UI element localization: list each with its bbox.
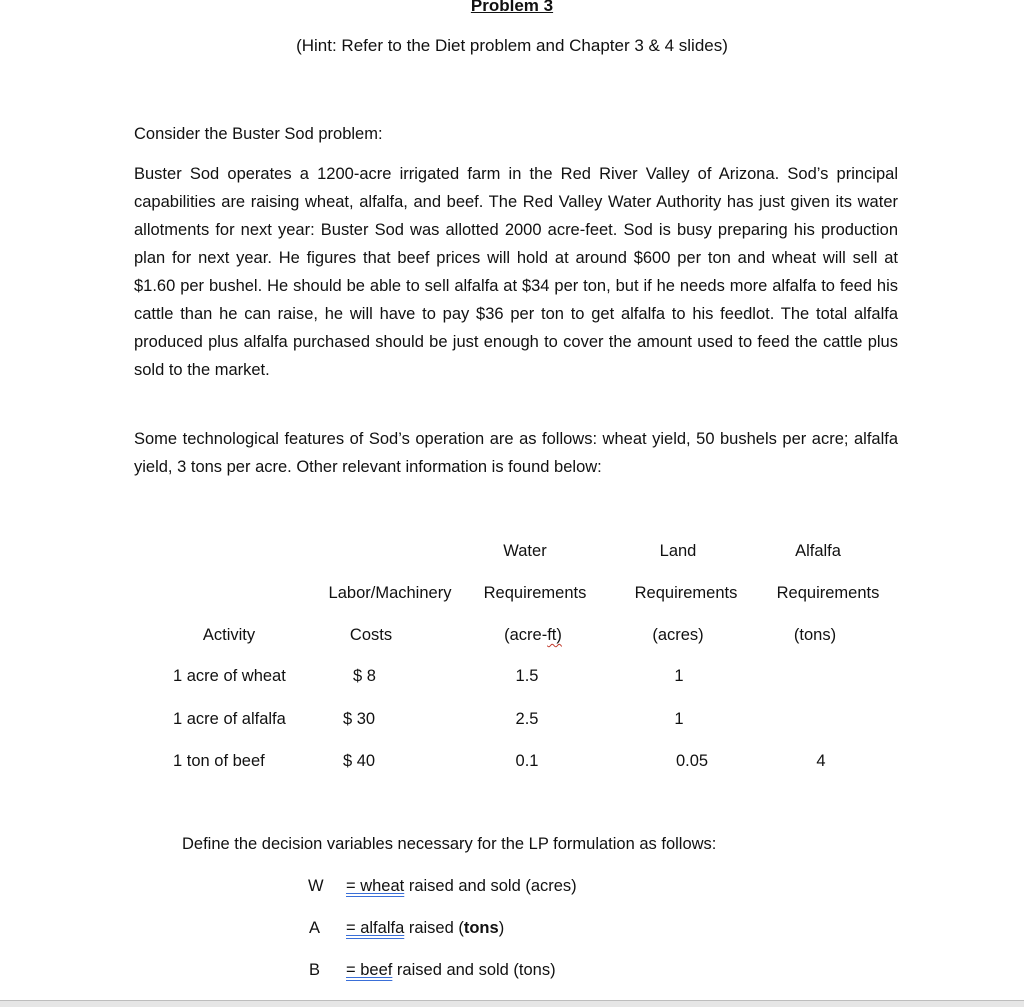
var-w-letter: W — [308, 877, 324, 895]
row-wheat-activity: 1 acre of wheat — [173, 667, 286, 685]
var-b-eq: = beef — [346, 961, 393, 979]
header-water-requirements: Requirements — [483, 584, 587, 602]
var-a-letter: A — [309, 919, 321, 937]
header-activity: Activity — [202, 626, 256, 644]
header-alfalfa-unit: (tons) — [793, 626, 837, 644]
header-alfalfa-requirements: Requirements — [776, 584, 880, 602]
var-a-definition — [346, 919, 504, 938]
problem-title: Problem 3 — [470, 0, 554, 15]
var-b-definition — [346, 961, 556, 980]
header-alfalfa-top: Alfalfa — [795, 542, 841, 560]
header-water-top: Water — [503, 542, 547, 560]
row-beef-cost: $ 40 — [343, 752, 376, 770]
var-w-eq: = wheat — [346, 877, 405, 895]
var-a-rest: raised ( — [404, 919, 464, 937]
row-wheat-water: 1.5 — [515, 667, 539, 685]
header-costs: Costs — [349, 626, 393, 644]
row-alfalfa-activity: 1 acre of alfalfa — [173, 710, 286, 728]
var-a-tail: ) — [498, 919, 505, 937]
var-a-bold: tons — [463, 919, 499, 937]
row-alfalfa-land: 1 — [674, 710, 684, 728]
var-w-rest: raised and sold (acres) — [404, 877, 577, 895]
problem-description: Buster Sod operates a 1200-acre irrigated farm in the Red River Valley of Arizona. Sod’s principal capabilities are raising wheat, alfalfa, and beef. The Red Valley Water Authority has just given its water allotments for next year: Buster Sod was allotted 2000 acre-feet. Sod is busy preparing his production plan for next year. He figures that beef prices will hold at around $600 per ton and wheat will sell at $1.60 per bushel. He should be able to sell alfalfa at $34 per ton, but if he needs more alfalfa to feed his cattle than he can raise, he will have to pay $36 per ton to get alfalfa to his feedlot. The total alfalfa produced plus alfalfa purchased should be just enough to cover the amount used to feed the cattle plus sold to the market. — [134, 165, 898, 379]
var-a-eq: = alfalfa — [346, 919, 405, 937]
variables-intro: Define the decision variables necessary for the LP formulation as follows: — [182, 835, 717, 853]
row-wheat-cost: $ 8 — [353, 667, 376, 685]
row-beef-land: 0.05 — [675, 752, 709, 770]
var-b-rest: raised and sold (tons) — [392, 961, 556, 979]
technology-paragraph: Some technological features of Sod’s operation are as follows: wheat yield, 50 bushels per acre; alfalfa yield, 3 tons per acre. Other relevant information is found below: — [134, 430, 898, 476]
header-water-unit — [504, 625, 562, 645]
header-land-unit: (acres) — [652, 626, 704, 644]
row-alfalfa-water: 2.5 — [515, 710, 539, 728]
var-w-definition — [346, 877, 577, 896]
header-labor-machinery: Labor/Machinery — [328, 584, 452, 602]
header-land-requirements: Requirements — [634, 584, 738, 602]
row-beef-alfalfa: 4 — [816, 752, 826, 770]
header-land-top: Land — [659, 542, 697, 560]
water-unit-part-a: (acre- — [504, 626, 548, 644]
hint-text: (Hint: Refer to the Diet problem and Chapter 3 & 4 slides) — [296, 36, 728, 55]
var-b-letter: B — [309, 961, 321, 979]
row-beef-water: 0.1 — [515, 752, 539, 770]
row-wheat-land: 1 — [674, 667, 684, 685]
water-unit-part-b: ft) — [547, 626, 562, 644]
consider-line: Consider the Buster Sod problem: — [134, 125, 383, 143]
row-alfalfa-cost: $ 30 — [343, 710, 376, 728]
row-beef-activity: 1 ton of beef — [173, 752, 265, 770]
